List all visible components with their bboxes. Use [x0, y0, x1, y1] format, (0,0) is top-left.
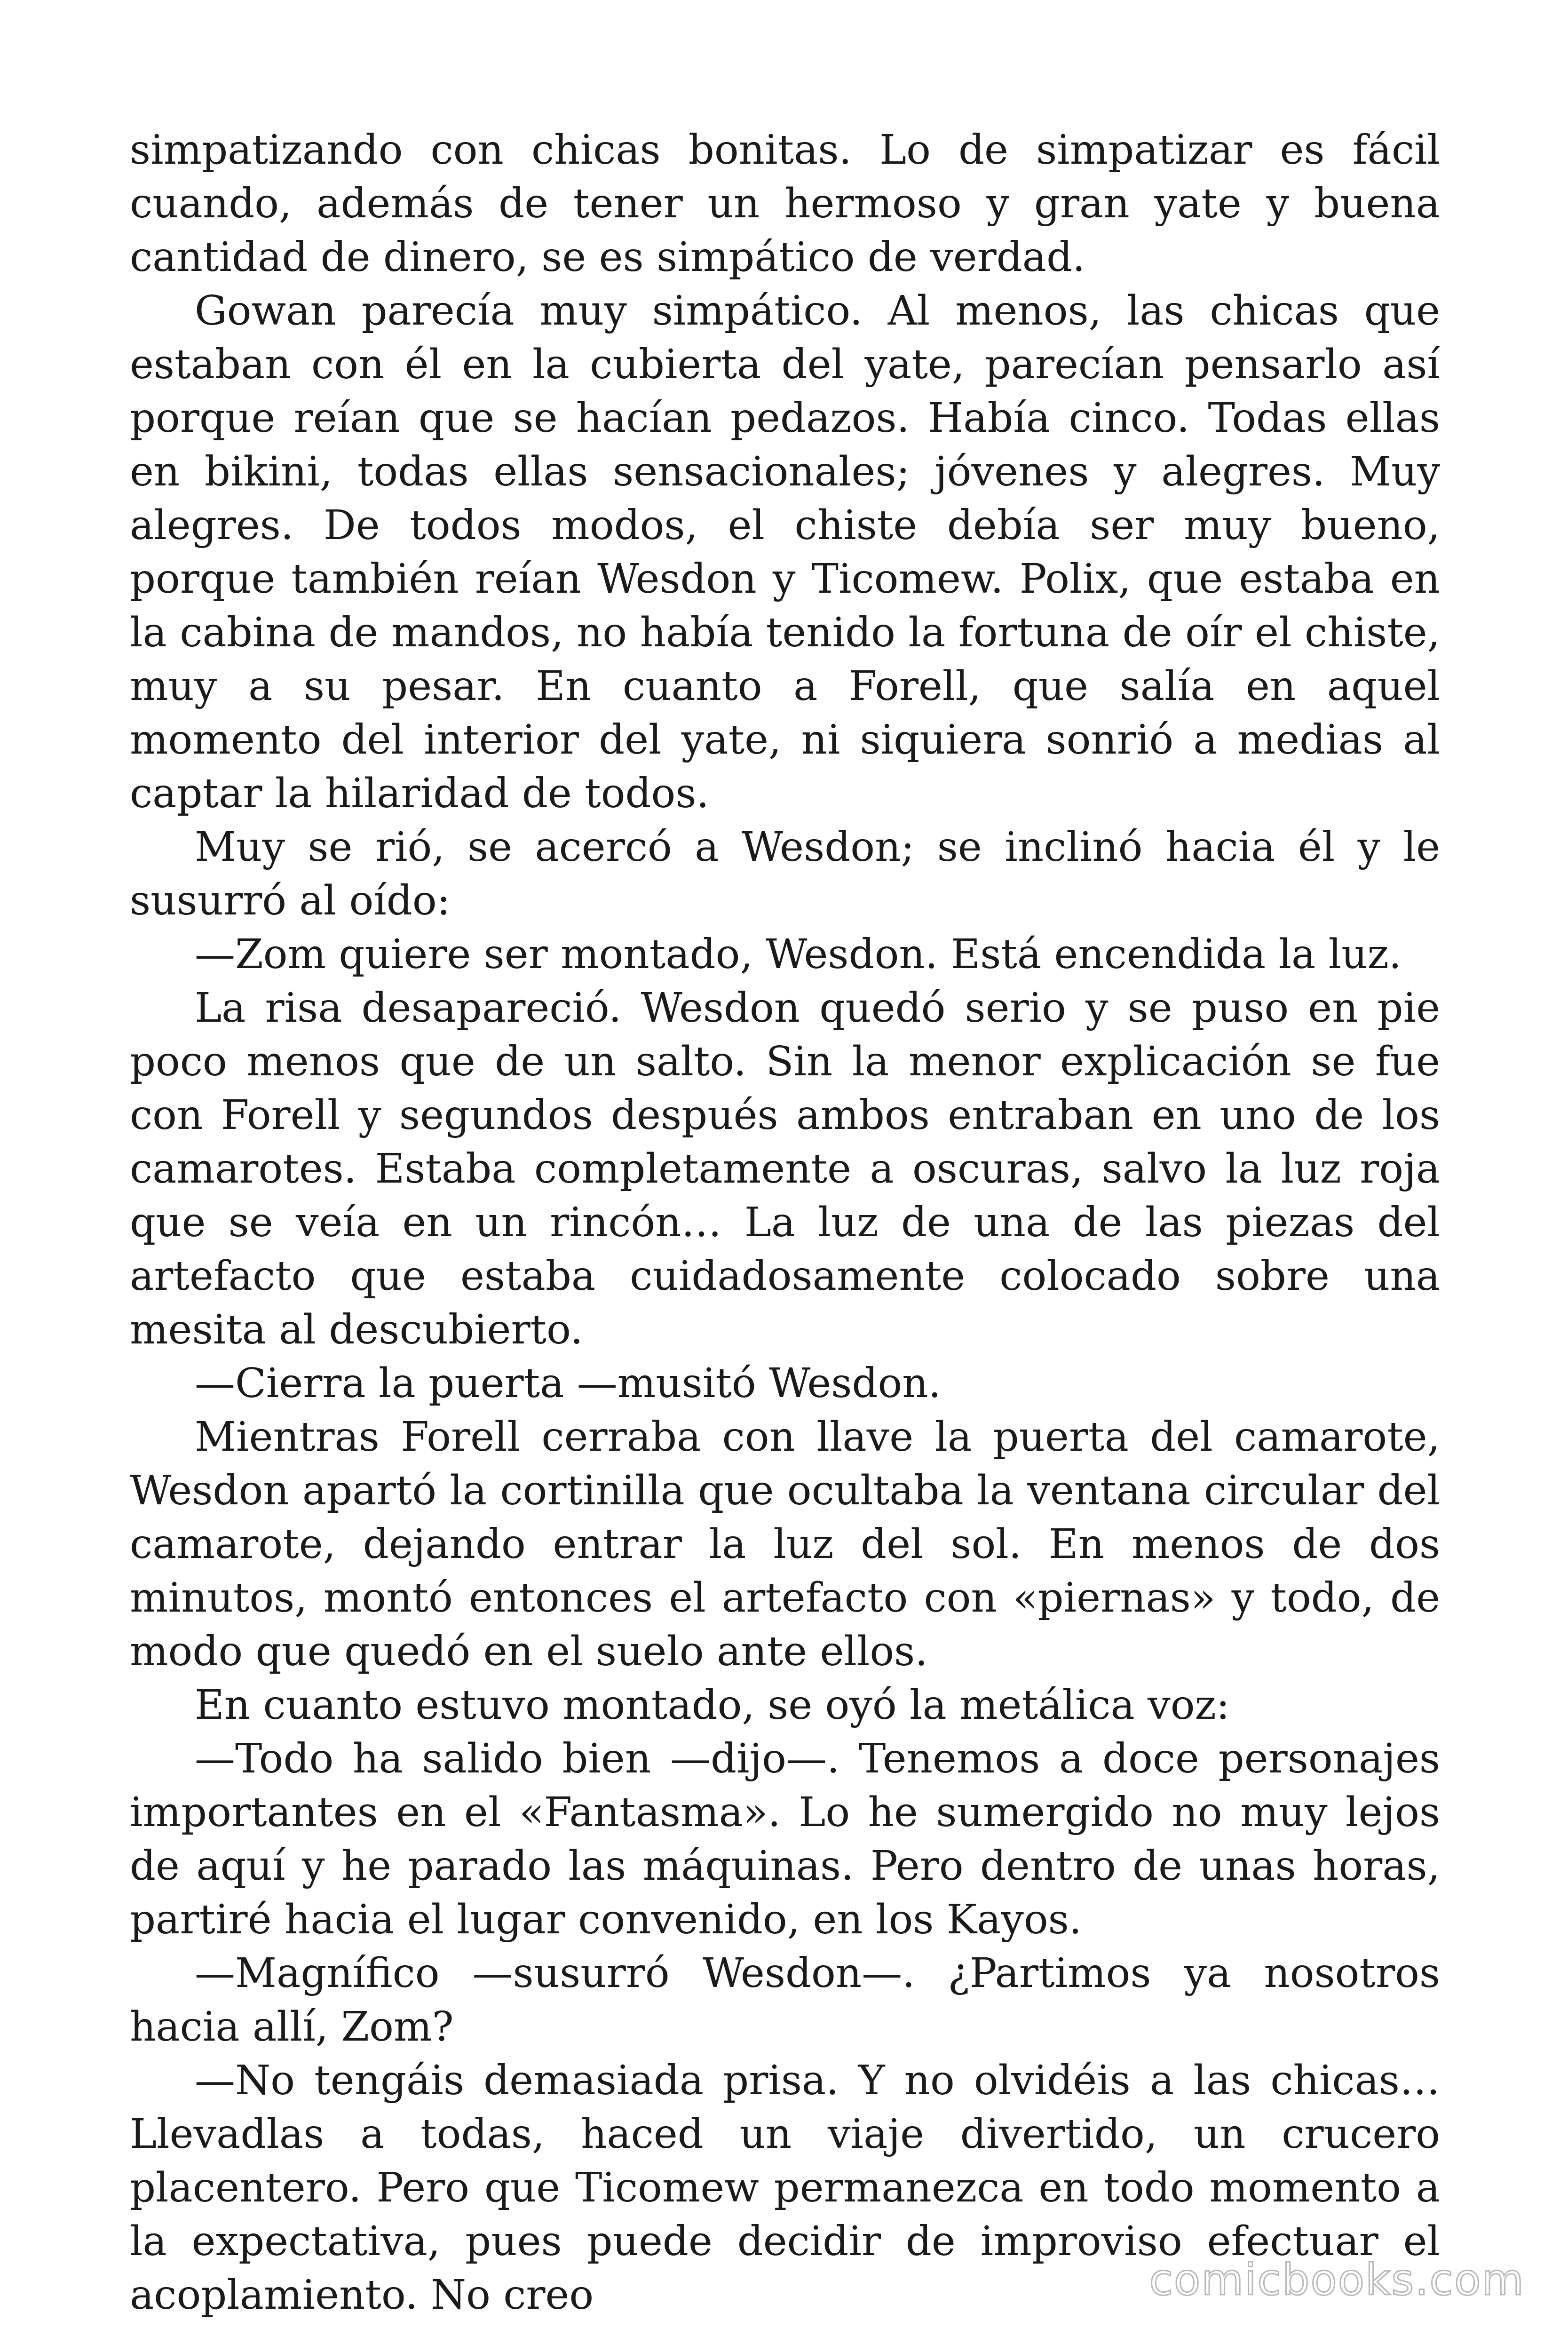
paragraph: Mientras Forell cerraba con llave la puerta del camarote, Wesdon apartó la cortinilla que ocultaba la ventana circular del camarote, dejando entrar la luz del sol. En menos de dos minutos, montó entonces el artefacto con «piernas» y todo, de modo que quedó en el suelo ante ellos. [130, 1414, 1440, 1675]
paragraph: —Zom quiere ser montado, Wesdon. Está encendida la luz. [195, 931, 1402, 978]
paragraph: simpatizando con chicas bonitas. Lo de simpatizar es fácil cuando, además de tener un hermoso y gran yate y buena cantidad de dinero, se es simpático de verdad. [130, 127, 1440, 281]
paragraph: —Magnífico —susurró Wesdon—. ¿Partimos ya nosotros hacia allí, Zom? [130, 1950, 1440, 2050]
paragraph: La risa desapareció. Wesdon quedó serio y se puso en pie poco menos que de un salto. Sin la menor explicación se fue con Forell y segundos después ambos entraban en uno de los camarotes. Estaba completamente a oscuras, salvo la luz roja que se veía en un rincón… La luz de una de las piezas del artefacto que estaba cuidadosamente colocado sobre una mesita al descubierto. [130, 985, 1440, 1353]
paragraph: —Cierra la puerta —musitó Wesdon. [195, 1360, 941, 1407]
body-text [130, 123, 1440, 2322]
paragraph: Muy se rió, se acercó a Wesdon; se inclinó hacia él y le susurró al oído: [130, 824, 1440, 924]
paragraph: —No tengáis demasiada prisa. Y no olvidéis a las chicas… Llevadlas a todas, haced un viaje divertido, un crucero placentero. Pero que Ticomew permanezca en todo momento a la expectativa, pues puede decidir de improviso efectuar el acoplamiento. No creo [130, 2057, 1440, 2319]
watermark: comicbooks.com [1149, 2255, 1525, 2305]
paragraph: Gowan parecía muy simpático. Al menos, las chicas que estaban con él en la cubierta del yate, parecían pensarlo así porque reían que se hacían pedazos. Había cinco. Todas ellas en bikini, todas ellas sensacionales; jóvenes y alegres. Muy alegres. De todos modos, el chiste debía ser muy bueno, porque también reían Wesdon y Ticomew. Polix, que estaba en la cabina de mandos, no había tenido la fortuna de oír el chiste, muy a su pesar. En cuanto a Forell, que salía en aquel momento del interior del yate, ni siquiera sonrió a medias al captar la hilaridad de todos. [130, 287, 1440, 817]
paragraph: —Todo ha salido bien —dijo—. Tenemos a doce personajes importantes en el «Fantasma». Lo he sumergido no muy lejos de aquí y he parado las máquinas. Pero dentro de unas horas, partiré hacia el lugar convenido, en los Kayos. [130, 1735, 1440, 1943]
paragraph: En cuanto estuvo montado, se oyó la metálica voz: [195, 1682, 1230, 1729]
